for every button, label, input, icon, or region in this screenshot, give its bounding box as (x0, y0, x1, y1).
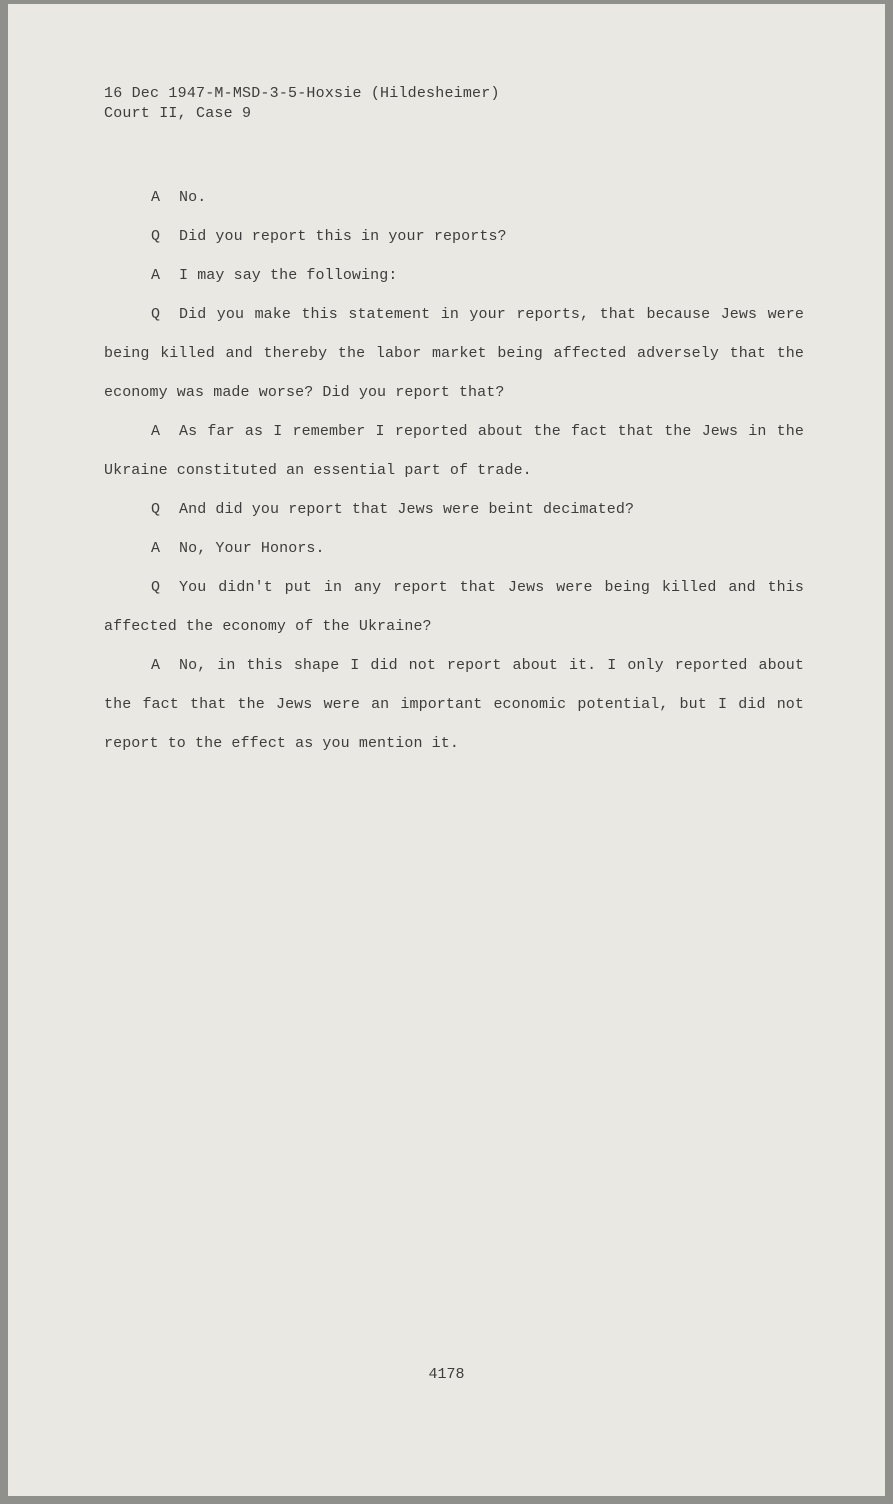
page-number: 4178 (428, 1366, 465, 1383)
document-header (104, 84, 500, 124)
exchange-text: No, Your Honors. (179, 540, 325, 557)
header-case-line: 16 Dec 1947-M-MSD-3-5-Hoxsie (Hildesheimer) (104, 85, 500, 102)
speaker-label: Q (151, 306, 161, 323)
speaker-label: A (151, 267, 161, 284)
transcript-exchange (104, 490, 804, 529)
exchange-text: Did you report this in your reports? (179, 228, 507, 245)
speaker-label: Q (151, 228, 161, 245)
speaker-label: A (151, 423, 161, 440)
exchange-text: No. (179, 189, 207, 206)
transcript-exchange (104, 178, 804, 217)
speaker-label: A (151, 657, 161, 674)
speaker-label: Q (151, 579, 161, 596)
header-court-line: Court II, Case 9 (104, 105, 252, 122)
transcript-exchange (104, 529, 804, 568)
exchange-text: No, in this shape I did not report about it. I only reported about the fact that the Jews were an important economic potential, but I did not report to the effect as you mention it. (104, 657, 804, 752)
exchange-text: You didn't put in any report that Jews were being killed and this affected the economy of the Ukraine? (104, 579, 804, 635)
exchange-text: And did you report that Jews were beint decimated? (179, 501, 635, 518)
transcript-body (104, 178, 804, 763)
transcript-exchange (104, 256, 804, 295)
exchange-text: I may say the following: (179, 267, 398, 284)
document-page (8, 4, 885, 1496)
exchange-text: As far as I remember I reported about the fact that the Jews in the Ukraine constituted an essential part of trade. (104, 423, 804, 479)
transcript-exchange (104, 568, 804, 646)
transcript-exchange (104, 217, 804, 256)
transcript-exchange (104, 412, 804, 490)
speaker-label: A (151, 540, 161, 557)
speaker-label: Q (151, 501, 161, 518)
exchange-text: Did you make this statement in your reports, that because Jews were being killed and thereby the labor market being affected adversely that the economy was made worse? Did you report that? (104, 306, 804, 401)
transcript-exchange (104, 646, 804, 763)
transcript-exchange (104, 295, 804, 412)
speaker-label: A (151, 189, 161, 206)
